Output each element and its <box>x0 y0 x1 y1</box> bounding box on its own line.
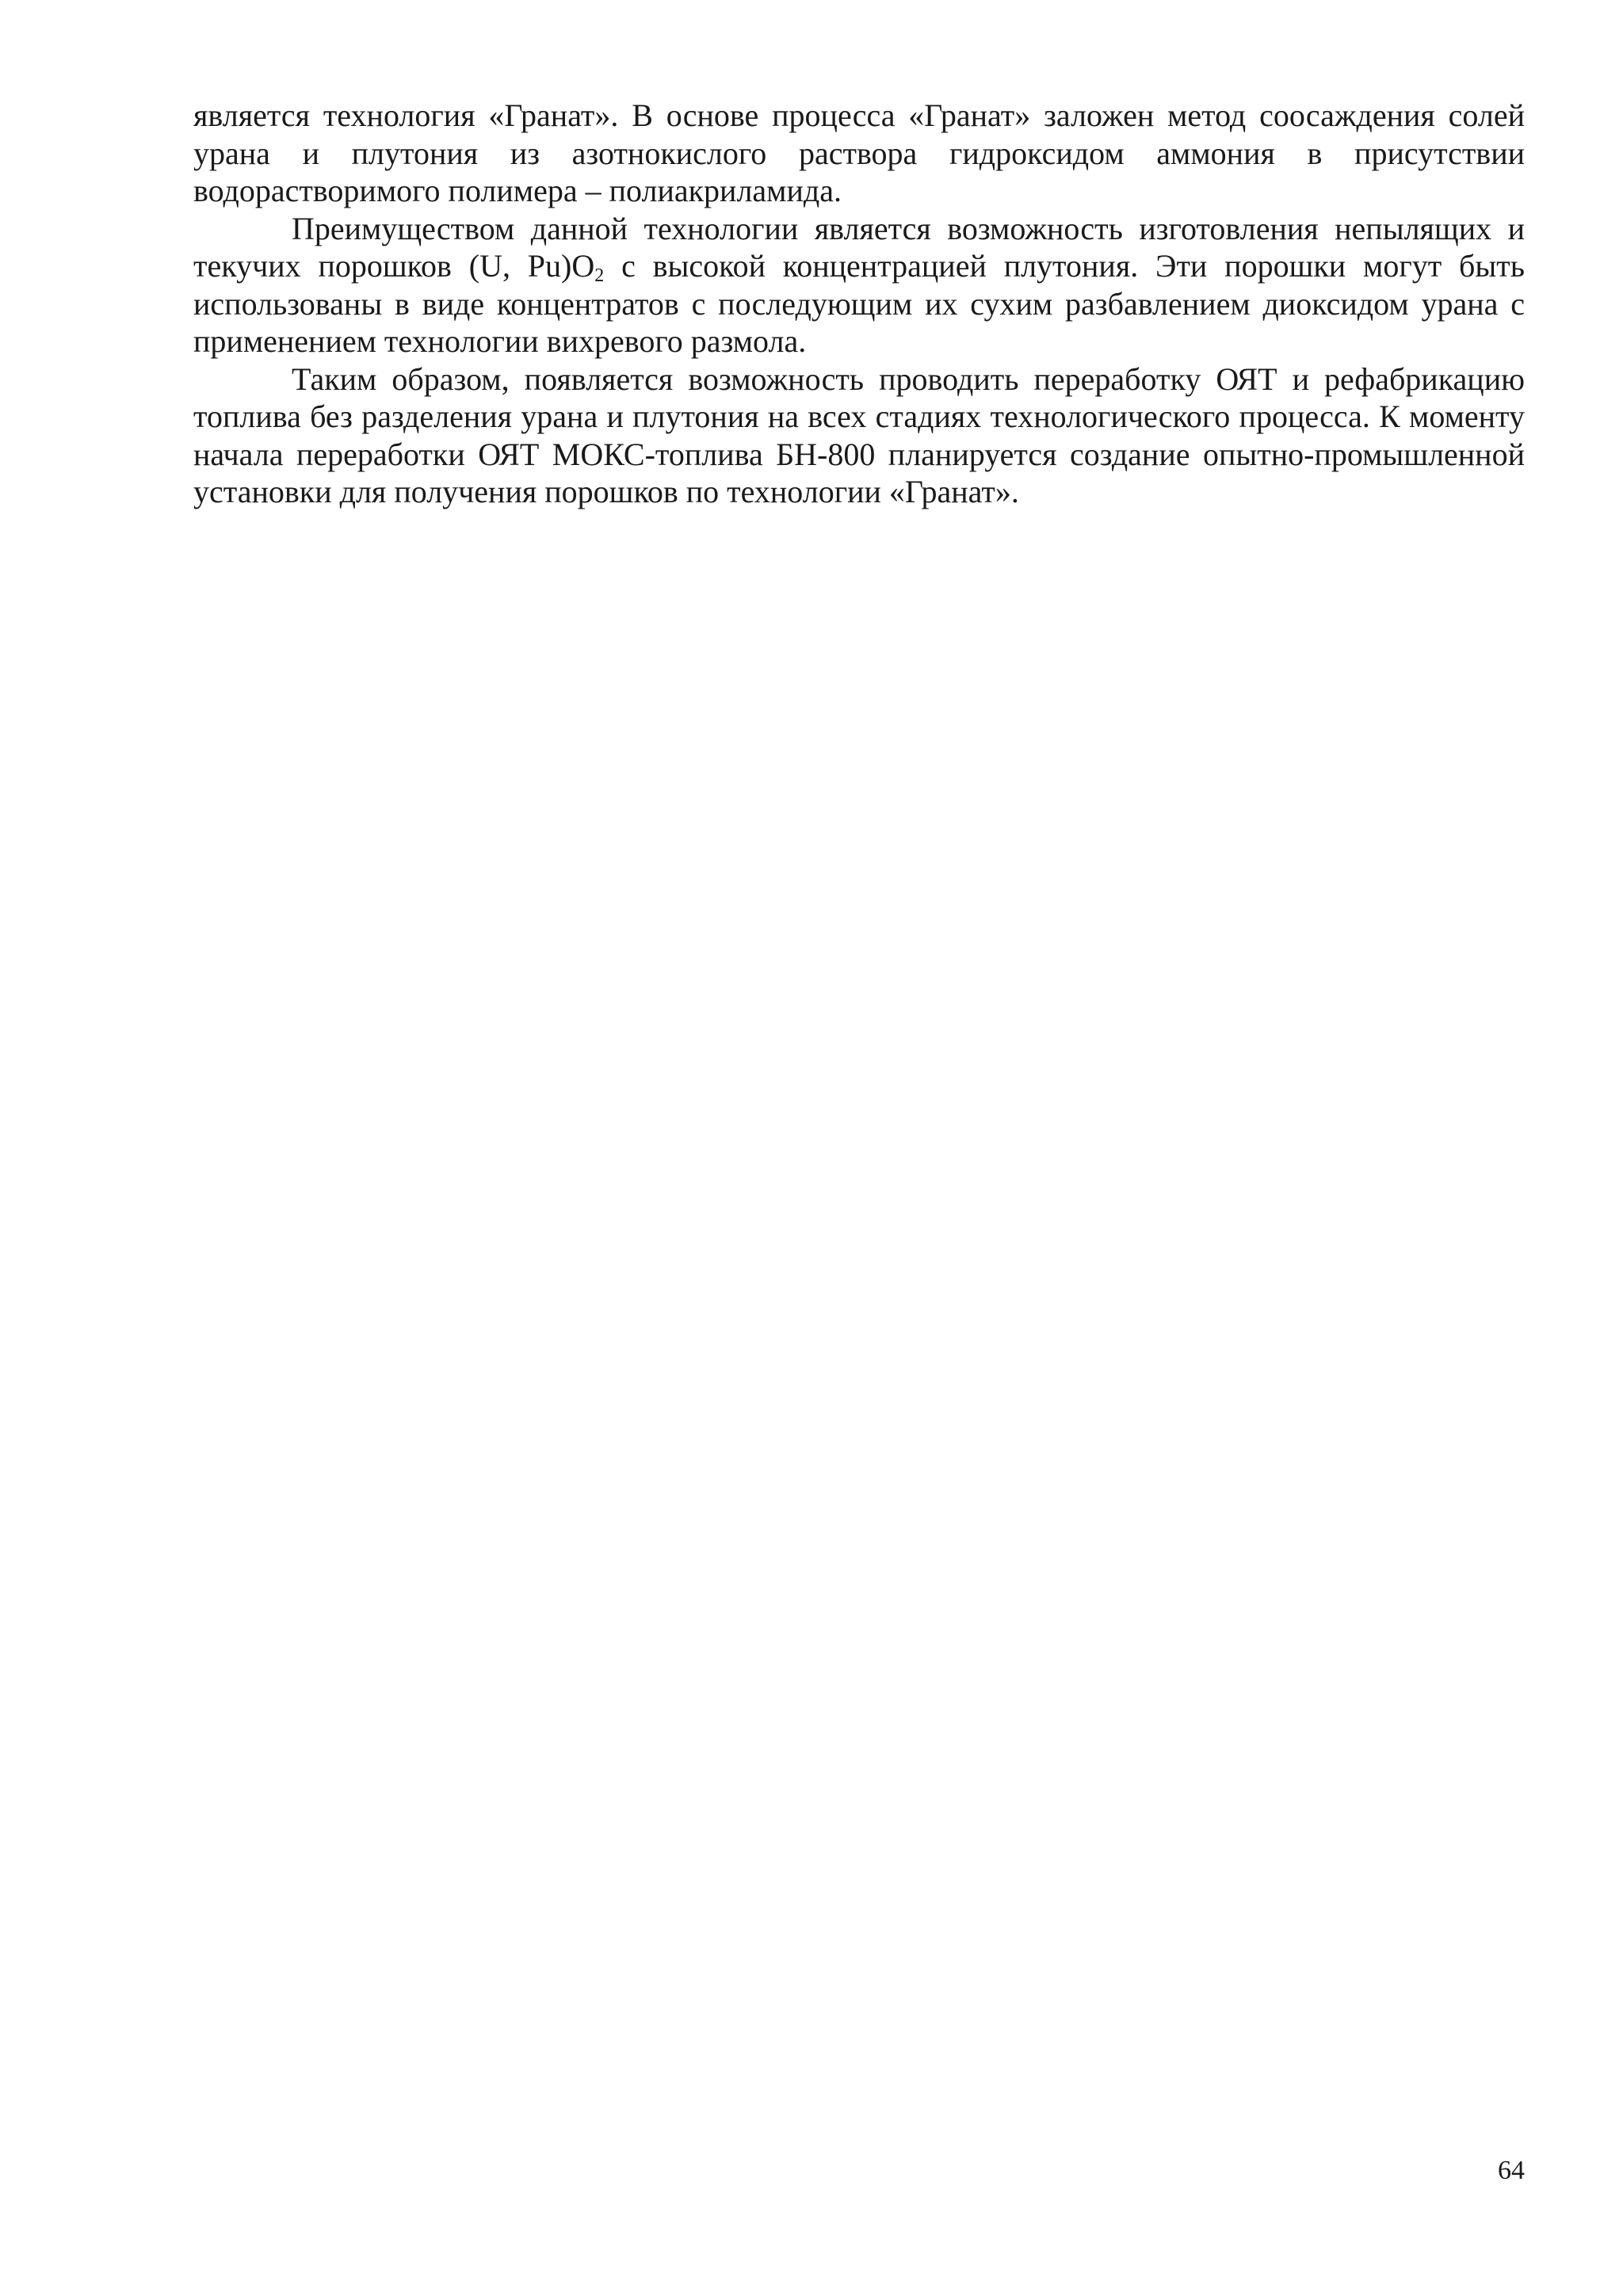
paragraph-continuation: является технология «Гранат». В основе процесса «Гранат» заложен метод соосаждения солей урана и плутония из азотнокислого раствора гидроксидом аммония в присутствии водорастворимого полимера – полиакриламида. <box>193 97 1525 208</box>
oxygen-subscript: 2 <box>594 265 605 286</box>
paragraph-conclusion: Таким образом, появляется возможность проводить переработку ОЯТ и рефабрикацию топлива без разделения урана и плутония на всех стадиях технологического процесса. К моменту начала переработки ОЯТ МОКС-топлива БН-800 планируется создание опытно-промышленной установки для получения порошков по технологии «Гранат». <box>193 360 1525 509</box>
paragraph-advantages-text-end: с высокой концентрацией плутония. Эти порошки могут быть использованы в виде концентратов с последующим их сухим разбавлением диоксидом урана с применением технологии вихревого размола. <box>193 248 1525 359</box>
paragraph-advantages <box>193 210 1525 360</box>
paragraph-advantages-text-start: Преимуществом данной технологии является возможность изготовления непылящих и текучих порошков (U, Pu)O <box>193 210 1525 284</box>
page-number: 64 <box>1498 2156 1525 2185</box>
body-text <box>193 97 1525 511</box>
